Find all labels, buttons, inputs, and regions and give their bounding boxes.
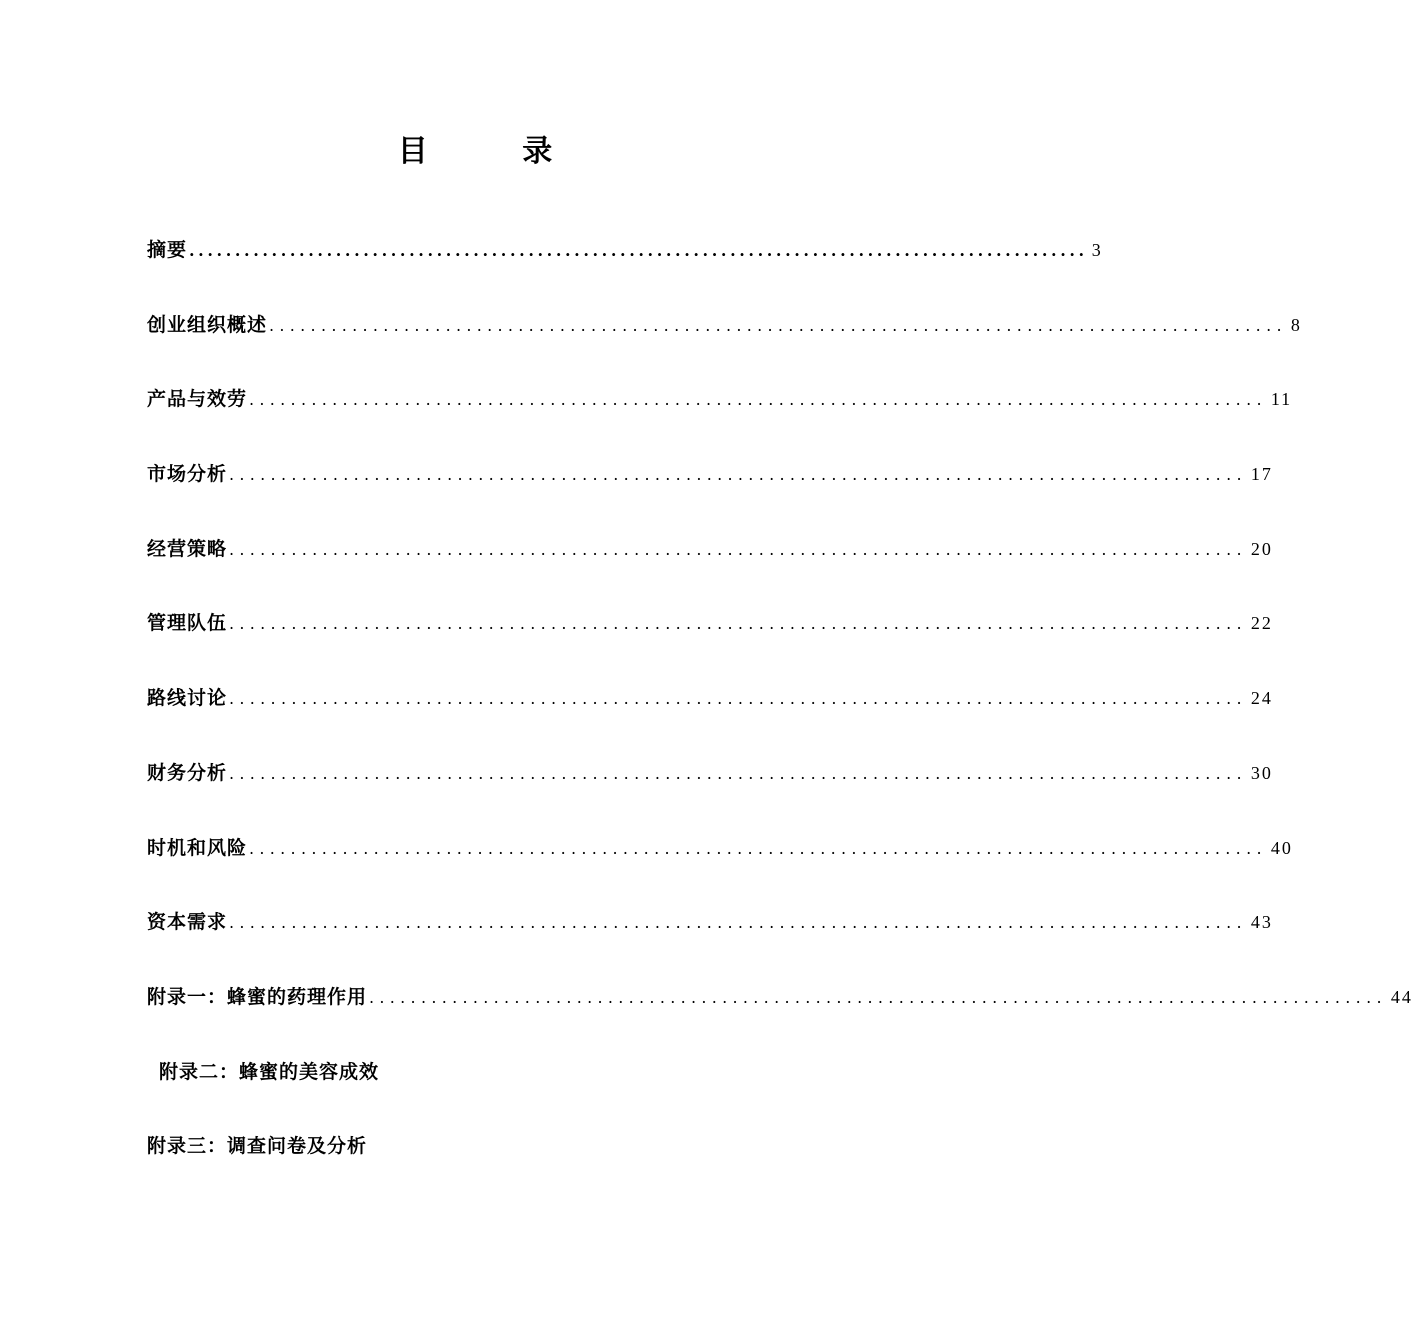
toc-entry-label: 资本需求 — [147, 911, 228, 934]
toc-entry-page: 17 — [1250, 464, 1273, 485]
toc-entry[interactable] — [147, 680, 1273, 755]
toc-entry-page: 44 — [1390, 986, 1413, 1007]
toc-entry-label: 附录二：蜂蜜的美容成效 — [159, 1060, 380, 1083]
toc-entry-label: 附录一：蜂蜜的药理作用 — [147, 985, 368, 1008]
toc-entry-page: 30 — [1250, 762, 1273, 783]
toc-entry-label: 创业组织概述 — [147, 313, 268, 336]
toc-entry-label: 产品与效劳 — [147, 388, 248, 411]
toc-entry[interactable] — [147, 1054, 777, 1129]
toc-entry-page: 40 — [1270, 837, 1293, 858]
toc-entry-label: 管理队伍 — [147, 612, 228, 635]
dot-leader: .................................................................................................. — [229, 539, 1247, 559]
toc-entry[interactable] — [147, 381, 1293, 456]
table-of-contents — [147, 232, 1413, 1203]
toc-entry[interactable] — [147, 1128, 777, 1203]
toc-entry-page: 22 — [1250, 613, 1273, 634]
toc-entry-label: 路线讨论 — [147, 687, 228, 710]
dot-leader: .................................................................................................. — [229, 689, 1247, 709]
dot-leader: .................................................................................................. — [249, 390, 1267, 410]
toc-entry[interactable] — [147, 830, 1293, 905]
toc-entry[interactable] — [147, 605, 1273, 680]
toc-entry[interactable] — [147, 755, 1273, 830]
dot-leader: .................................................................................................. — [229, 763, 1247, 783]
toc-entry-page: 43 — [1250, 912, 1273, 933]
dot-leader: .................................................................................................. — [229, 614, 1247, 634]
dot-leader: .................................................................................................. — [249, 838, 1267, 858]
toc-entry-label: 摘要 — [147, 239, 188, 261]
toc-entry-page: 20 — [1250, 538, 1273, 559]
page-title: 目 录 — [397, 134, 595, 169]
toc-entry[interactable] — [147, 979, 1413, 1054]
toc-entry-page: 11 — [1270, 389, 1293, 410]
toc-entry-label: 财务分析 — [147, 761, 228, 784]
toc-entry-page: 3 — [1091, 240, 1103, 260]
toc-entry[interactable] — [147, 904, 1273, 979]
toc-entry-page: 8 — [1290, 314, 1302, 335]
toc-entry-label: 时机和风险 — [147, 836, 248, 859]
toc-entry-page: 24 — [1250, 688, 1273, 709]
toc-entry[interactable] — [147, 531, 1273, 606]
dot-leader: .................................................................................................. — [189, 241, 1088, 260]
dot-leader: .................................................................................................. — [369, 987, 1387, 1007]
toc-entry[interactable] — [147, 307, 1302, 382]
dot-leader: .................................................................................................. — [229, 465, 1247, 485]
toc-entry-label: 附录三：调查问卷及分析 — [147, 1135, 368, 1158]
dot-leader: .................................................................................................. — [269, 315, 1287, 335]
toc-entry-label: 市场分析 — [147, 463, 228, 486]
dot-leader: .................................................................................................. — [229, 913, 1247, 933]
toc-entry[interactable] — [147, 232, 1103, 307]
toc-entry[interactable] — [147, 456, 1273, 531]
toc-entry-label: 经营策略 — [147, 537, 228, 560]
